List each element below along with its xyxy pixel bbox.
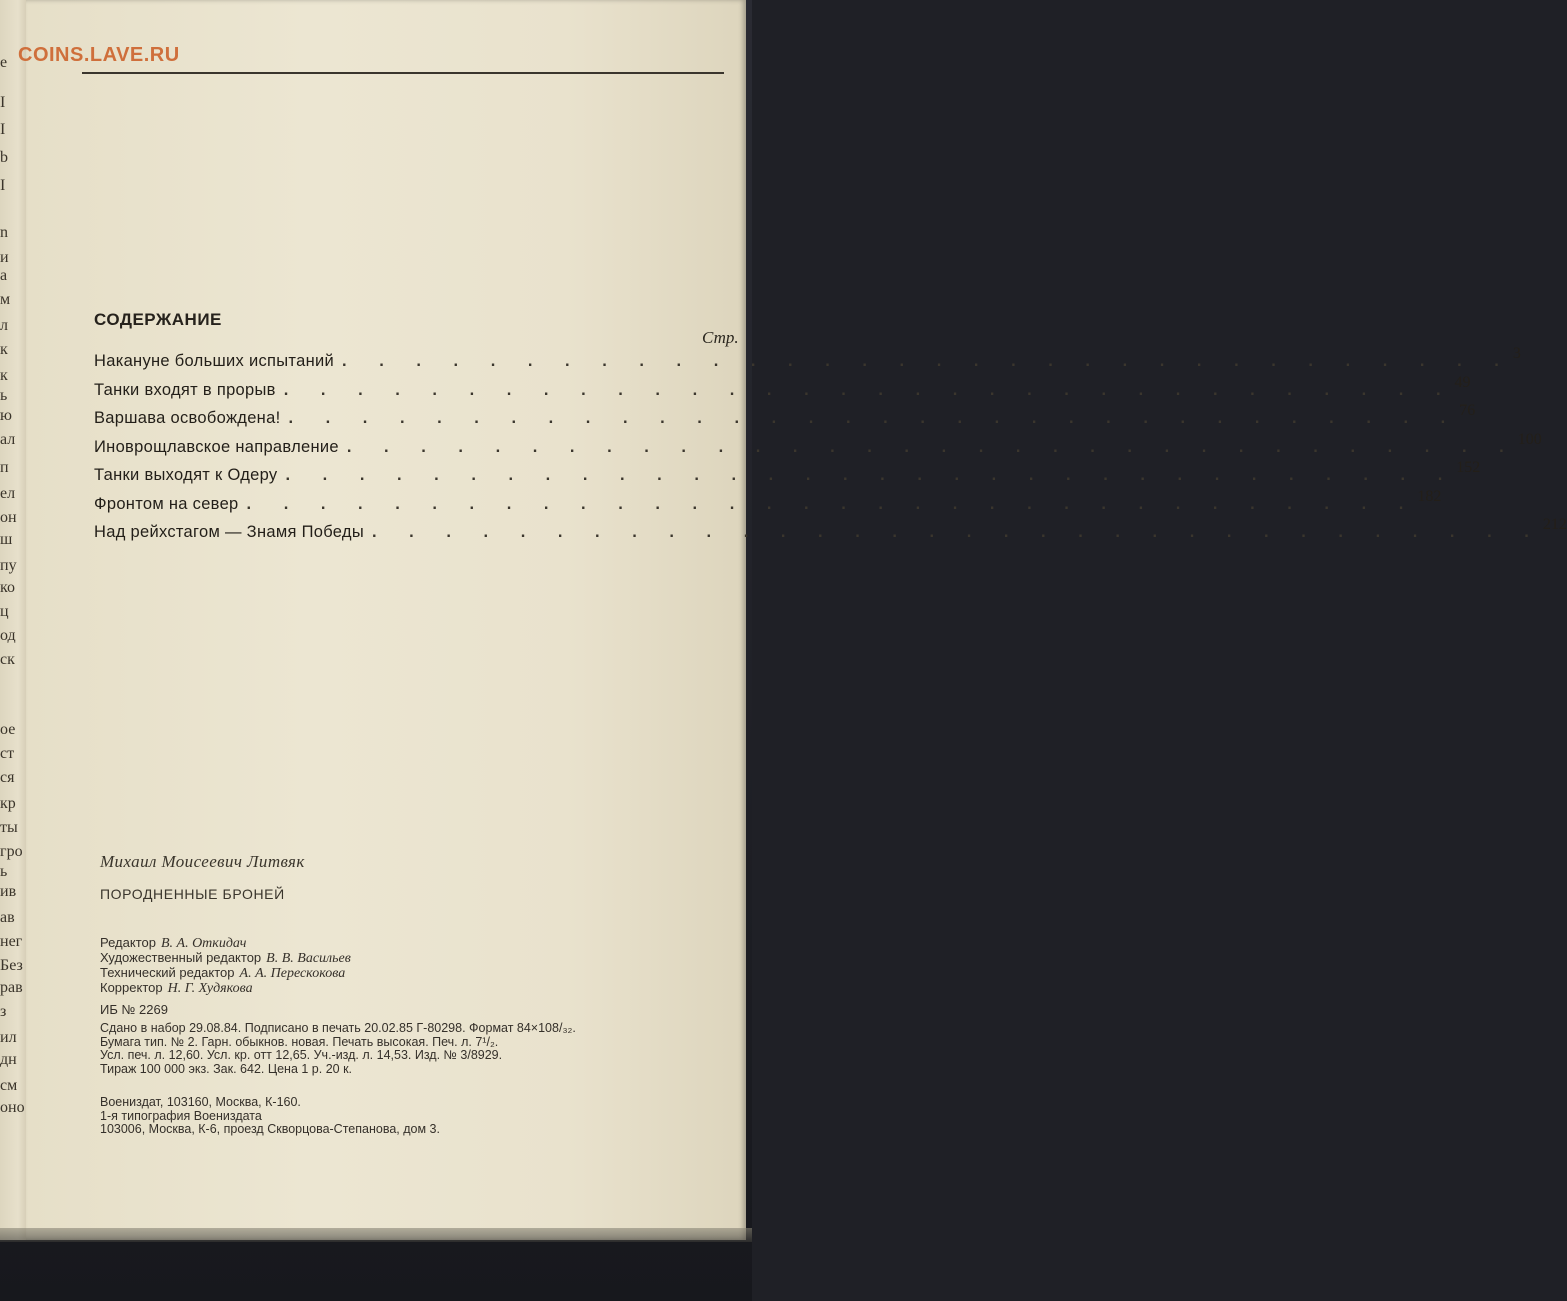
print-info-block [100, 1022, 748, 1076]
toc-entry-page-number: 100 [1517, 430, 1542, 448]
adjacent-page-text-fragment: ск [0, 651, 15, 668]
credit-line [100, 951, 351, 966]
toc-leader-dots: . . . . . . . . . . . . . . . . . . . . . . . . . . . . . . . . [342, 352, 1513, 370]
adjacent-page-text-fragment: оно [0, 1099, 25, 1116]
toc-leader-dots: . . . . . . . . . . . . . . . . . . . . . . . . . . . . . . . . [283, 380, 1455, 399]
adjacent-page-text-fragment: рав [0, 979, 23, 996]
credit-name: А. А. Перескокова [239, 966, 346, 981]
toc-entry-title: Варшава освобождена! [94, 409, 281, 427]
adjacent-page-text-fragment: ил [0, 1029, 17, 1046]
credit-role: Технический редактор [100, 965, 235, 980]
toc-leader-dots: . . . . . . . . . . . . . . . . . . . . . . . . . . . . . . . . [288, 409, 1460, 427]
top-rule [82, 72, 724, 74]
toc-entry [94, 345, 1521, 381]
adjacent-page-text-fragment: см [0, 1077, 18, 1094]
page-column-label: Стр. [702, 328, 739, 347]
credit-name: В. А. Откидач [160, 936, 247, 951]
toc-leader-dots: . . . . . . . . . . . . . . . . . . . . . . . . . . . . . . . . [372, 523, 1543, 541]
toc-entry-title: Иноврощлавское направление [94, 437, 339, 456]
print-info-line: Сдано в набор 29.08.84. Подписано в печать 20.02.85 Г-80298. Формат 84×108/₃₂. [100, 1021, 576, 1035]
adjacent-page-text-fragment: к [0, 367, 8, 384]
adjacent-page-text-fragment: л [0, 317, 8, 334]
credits-block [100, 936, 351, 996]
adjacent-page-text-fragment: n [0, 224, 8, 241]
adjacent-page-text-fragment: ь [0, 863, 8, 880]
adjacent-page-text-fragment: ое [0, 721, 16, 738]
publisher-block [100, 1096, 440, 1137]
book-page [26, 0, 1567, 1240]
toc-entry [94, 487, 1442, 524]
toc-entry-page-number: 49 [1454, 373, 1471, 391]
toc-heading: СОДЕРЖАНИЕ [94, 310, 222, 329]
toc-entry-page-number: 182 [1417, 487, 1442, 505]
adjacent-page-text-fragment: ю [0, 407, 12, 424]
adjacent-page-text-fragment: дн [0, 1051, 17, 1068]
adjacent-page-text-fragment: ся [0, 769, 15, 786]
credit-name: Н. Г. Худякова [167, 981, 253, 996]
toc-leader-dots: . . . . . . . . . . . . . . . . . . . . . . . . . . . . . . . . [285, 466, 1457, 484]
watermark-text: COINS.LAVE.RU [18, 44, 180, 66]
toc-entry [94, 373, 1471, 410]
toc-entry-title: Танки входят в прорыв [94, 380, 276, 399]
adjacent-page-text-fragment: од [0, 627, 16, 644]
adjacent-page-text-fragment: b [0, 149, 8, 166]
print-info-line: Усл. печ. л. 12,60. Усл. кр. отт 12,65. Уч.-изд. л. 14,53. Изд. № 3/8929. [100, 1048, 503, 1062]
book-title: ПОРОДНЕННЫЕ БРОНЕЙ [100, 886, 285, 902]
toc-entry-title: Фронтом на север [94, 494, 239, 513]
toc-leader-dots: . . . . . . . . . . . . . . . . . . . . . . . . . . . . . . . . [346, 437, 1518, 456]
author-name: Михаил Моисеевич Литвяк [100, 852, 305, 871]
adjacent-page-text-fragment: ал [0, 431, 16, 448]
adjacent-page-text-fragment: ав [0, 909, 15, 926]
toc-entry-title: Накануне больших испытаний [94, 352, 335, 370]
credit-line [100, 966, 351, 981]
adjacent-page-text-fragment: Без [0, 957, 23, 974]
credit-name: В. В. Васильев [266, 951, 351, 966]
adjacent-page-text-fragment: a [0, 267, 8, 284]
toc-entry-page-number: 152 [1456, 459, 1481, 476]
adjacent-page-text-fragment: и [0, 249, 9, 266]
adjacent-page-text-fragment: м [0, 291, 11, 308]
adjacent-page-text-fragment: гро [0, 843, 23, 860]
credit-role: Корректор [100, 980, 163, 995]
credit-role: Редактор [100, 935, 156, 950]
adjacent-page-text-fragment: I [0, 94, 6, 111]
adjacent-page-text-fragment: ш [0, 531, 13, 548]
toc-entry-page-number: 76 [1459, 402, 1476, 419]
adjacent-page-text-fragment: з [0, 1003, 7, 1020]
adjacent-page-text-fragment: он [0, 509, 17, 526]
adjacent-page-text-fragment: ив [0, 883, 17, 900]
adjacent-page-text-fragment: пу [0, 557, 17, 574]
adjacent-page-text-fragment: кр [0, 795, 16, 812]
credit-line [100, 936, 351, 951]
toc-leader-dots: . . . . . . . . . . . . . . . . . . . . . . . . . . . . . . . . [246, 494, 1418, 513]
credit-line [100, 981, 351, 996]
adjacent-page-text-fragment: к [0, 341, 8, 358]
adjacent-page-text-fragment: ко [0, 579, 15, 596]
toc-entry [94, 516, 1567, 552]
adjacent-page-text-fragment: ь [0, 387, 8, 404]
adjacent-page-text-fragment: ел [0, 485, 16, 502]
adjacent-page-text-fragment: п [0, 459, 9, 476]
publisher-line: 103006, Москва, К-6, проезд Скворцова-Степанова, дом 3. [100, 1122, 440, 1136]
publisher-line: Воениздат, 103160, Москва, К-160. [100, 1095, 301, 1109]
toc-entry [94, 459, 1481, 495]
toc-list [94, 345, 1567, 552]
adjacent-page-text-fragment: e [0, 54, 8, 71]
publisher-line: 1-я типография Воениздата [100, 1108, 262, 1123]
adjacent-page-text-fragment: I [0, 121, 6, 138]
page-bottom-edge [0, 1228, 752, 1242]
toc-entry [94, 430, 1542, 467]
adjacent-page-text-fragment: нег [0, 933, 23, 950]
ib-number: ИБ № 2269 [100, 1002, 168, 1017]
adjacent-page-text-fragment: ст [0, 745, 15, 762]
toc-entry-title: Над рейхстагом — Знамя Победы [94, 523, 365, 541]
print-info-line: Тираж 100 000 экз. Зак. 642. Цена 1 р. 20 к. [100, 1061, 353, 1076]
adjacent-page-text-fragment: I [0, 177, 6, 194]
toc-entry-title: Танки выходят к Одеру [94, 466, 278, 484]
toc-entry-page-number: 3 [1512, 345, 1521, 362]
credit-role: Художественный редактор [100, 950, 262, 965]
toc-entry-page-number: 212 [1542, 516, 1567, 533]
adjacent-page-text-fragment: ты [0, 819, 18, 836]
adjacent-page-text-fragment: ц [0, 603, 9, 620]
toc-entry [94, 402, 1476, 438]
print-info-line: Бумага тип. № 2. Гарн. обыкнов. новая. Печать высокая. Печ. л. 7¹/₂. [100, 1034, 499, 1049]
